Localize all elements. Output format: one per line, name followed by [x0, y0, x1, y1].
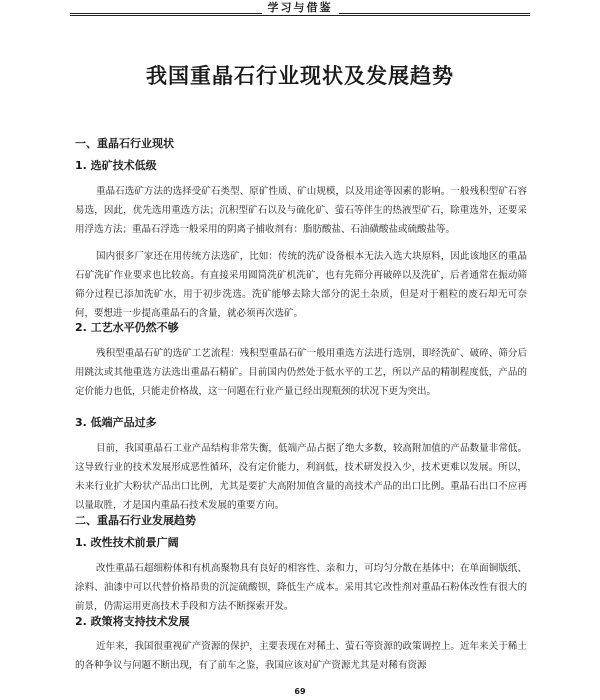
subheading-policy-support: 2. 政策将支持技术发展 [75, 615, 190, 628]
subheading-process-level: 2. 工艺水平仍然不够 [75, 321, 179, 334]
page-number: 69 [294, 687, 306, 696]
paragraph-modification-prospects: 改性重晶石超细粉体和有机高聚物具有良好的相容性、亲和力，可均匀分散在基体中；在单面铜版纸、涂料、油漆中可以代替价格昂贵的沉淀硫酸钡，降低生产成本。采用其它改性剂对重晶石粉体改性有很大的前景，仍需运用更高技术手段和方法不断探索开发。 [75, 563, 527, 612]
header-rule-double [70, 15, 530, 16]
subheading-modification-technology: 1. 改性技术前景广阔 [75, 536, 179, 549]
paragraph-product-structure: 目前，我国重晶石工业产品结构非常失衡，低端产品占据了绝大多数，较高附加值的产品数量非常低。这导致行业的技术发展形成恶性循环，没有定价能力，利润低，技术研发投入少，技术更难以发展。所以，未来行业扩大粉状产品出口比例，尤其是要扩大高附加值含量的高技术产品的出口比例。重晶石出口不应再以量取胜，才是国内重晶石技术发展的重要方向。 [75, 443, 527, 511]
running-header [0, 0, 600, 14]
paragraph-traditional-washing: 国内很多厂家还在用传统方法选矿，比如：传统的洗矿设备根本无法入选大块原料，因此该地区的重晶石矿洗矿作业要求也比较高。有直接采用圆筒洗矿机洗矿，也有先筛分再破碎以及洗矿，后者通常在振动筛筛分过程已添加洗矿水，用于初步洗选。洗矿能够去除大部分的泥土杂质，但是对于粗粒的废石却无可奈何，要想进一步提高重晶石的含量，就必须再次选矿。 [75, 251, 527, 319]
paragraph-process-flow: 残积型重晶石矿的选矿工艺流程：残积型重晶石矿一般用重选方法进行选别，即经洗矿、破碎、筛分后用跳汰或其他重选方法选出重晶石精矿。目前国内仍然处于低水平的工艺，所以产品的精制程度低，产品的定价能力也低，只能走价格战，这一问题在行业产量已经出现瓶颈的状况下更为突出。 [75, 348, 527, 397]
paragraph-resource-protection: 近年来，我国很重视矿产资源的保护，主要表现在对稀土、萤石等资源的政策调控上。近年来关于稀土的各种争议与问题不断出现，有了前车之鉴，我国应该对矿产资源尤其是对稀有资源 [75, 641, 527, 671]
running-header-label: 学习与借鉴 [262, 1, 339, 14]
section-heading-development-trends: 二、重晶石行业发展趋势 [75, 514, 196, 527]
article-title: 我国重晶石行业现状及发展趋势 [146, 63, 454, 88]
subheading-low-end-products: 3. 低端产品过多 [75, 416, 157, 429]
subheading-beneficiation-technology: 1. 选矿技术低级 [75, 159, 157, 172]
section-heading-current-status: 一、重晶石行业现状 [75, 137, 174, 150]
paragraph-beneficiation-methods: 重晶石选矿方法的选择受矿石类型、原矿性质、矿山规模，以及用途等因素的影响。一般残积型矿石容易选，因此，优先选用重选方法；沉积型矿石以及与硫化矿、萤石等伴生的热液型矿石，除重选外，还要采用浮选方法；重晶石浮选一般采用的阴离子捕收剂有：脂肪酸盐、石油磺酸盐或硫酸盐等。 [75, 186, 527, 235]
